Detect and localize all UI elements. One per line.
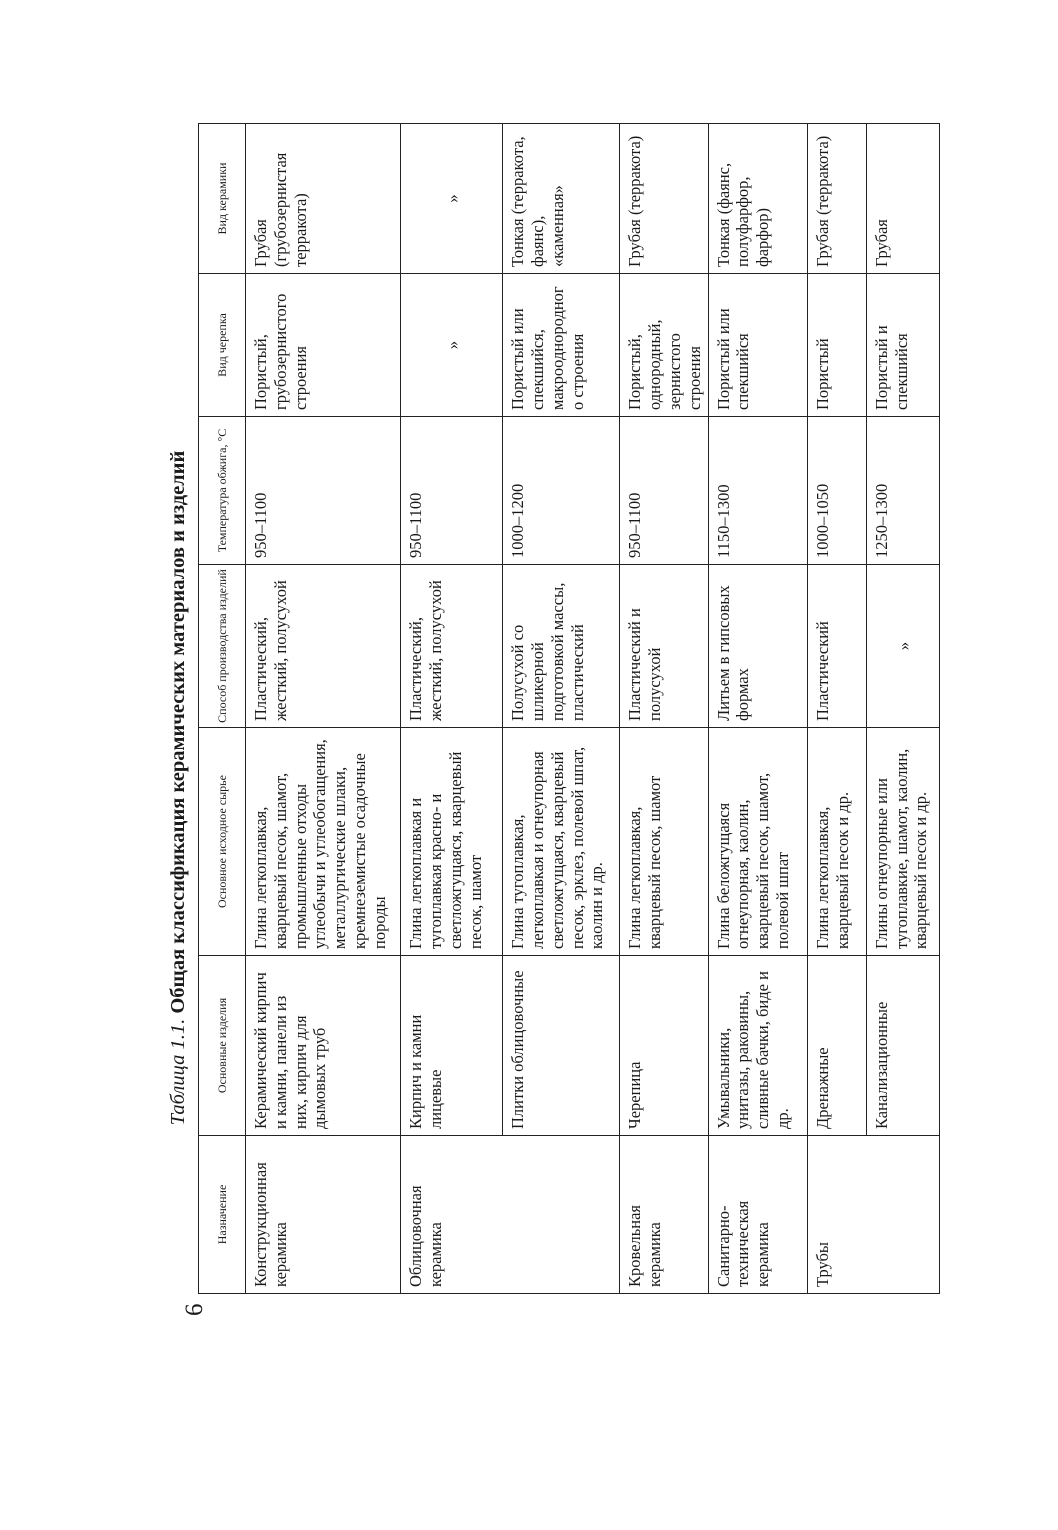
cell-type: Тонкая (фаянс, полуфарфор, фарфор) xyxy=(708,124,807,274)
cell-shard: Пористый, грубозернистого строения xyxy=(246,274,401,417)
table-caption xyxy=(158,348,198,1228)
cell-type: Грубая (терракота) xyxy=(807,124,866,274)
cell-products: Канализационные xyxy=(866,956,939,1136)
header-temp: Температура обжига, °С xyxy=(199,417,246,565)
cell-shard: Пористый или спекшийся, макрооднородного строения xyxy=(503,274,620,417)
cell-shard: Пористый или спекшийся xyxy=(708,274,807,417)
page-number: 6 xyxy=(181,1303,208,1316)
cell-shard: Пористый xyxy=(807,274,866,417)
cell-type: Грубая xyxy=(866,124,939,274)
cell-method: Пластический и полусухой xyxy=(620,565,708,728)
cell-method: Пластический xyxy=(807,565,866,728)
cell-raw: Глина легкоплавкая, кварцевый песок, шамот xyxy=(620,728,708,956)
cell-raw: Глина легкоплавкая и тугоплавкая красно- и светложгущаяся, кварцевый песок, шамот xyxy=(401,728,503,956)
cell-temp: 1150–1300 xyxy=(708,417,807,565)
cell-purpose: Конструкционная керамика xyxy=(246,1136,401,1294)
table-row xyxy=(620,124,708,1294)
cell-method: Литьем в гипсовых формах xyxy=(708,565,807,728)
cell-products: Дренажные xyxy=(807,956,866,1136)
cell-type: Тонкая (терракота, фаянс), «каменная» xyxy=(503,124,620,274)
cell-type: Грубая (грубозернистая терракота) xyxy=(246,124,401,274)
table-container xyxy=(198,124,940,1294)
caption-label: Таблица 1.1. xyxy=(167,1018,189,1126)
cell-purpose: Трубы xyxy=(807,1136,939,1294)
header-method: Способ производства изделий xyxy=(199,565,246,728)
cell-temp: 950–1100 xyxy=(620,417,708,565)
cell-method: Полусухой со шликерной подготовкой массы, пластический xyxy=(503,565,620,728)
cell-products: Умывальники, унитазы, раковины, сливные бачки, биде и др. xyxy=(708,956,807,1136)
table-row xyxy=(807,124,866,1294)
cell-method: Пластический, жесткий, полусухой xyxy=(401,565,503,728)
header-type: Вид керамики xyxy=(199,124,246,274)
cell-temp: 1000–1200 xyxy=(503,417,620,565)
cell-purpose: Кровельная керамика xyxy=(620,1136,708,1294)
cell-products: Керамический кирпич и камни, панели из них, кирпич для дымовых труб xyxy=(246,956,401,1136)
cell-products: Плитки облицовочные xyxy=(503,956,620,1136)
header-purpose: Назначение xyxy=(199,1136,246,1294)
cell-shard: Пористый и спекшийся xyxy=(866,274,939,417)
cell-raw: Глина легкоплавкая, кварцевый песок, шамот, промышленные отходы углеобычи и углеобогащения, металлургические шлаки, кремнеземистые осадочные породы xyxy=(246,728,401,956)
header-row xyxy=(199,124,246,1294)
cell-type: » xyxy=(401,124,503,274)
cell-method: » xyxy=(866,565,939,728)
cell-shard: » xyxy=(401,274,503,417)
table-row xyxy=(503,124,620,1294)
table-row xyxy=(866,124,939,1294)
header-raw: Основное исходное сырье xyxy=(199,728,246,956)
cell-raw: Глина тугоплавкая, легкоплавкая и огнеупорная светложгущаяся, кварцевый песок, эрклез, полевой шпат, каолин и др. xyxy=(503,728,620,956)
cell-temp: 950–1100 xyxy=(246,417,401,565)
cell-temp: 1000–1050 xyxy=(807,417,866,565)
header-products: Основные изделия xyxy=(199,956,246,1136)
cell-purpose: Облицовочная керамика xyxy=(401,1136,620,1294)
cell-raw: Глина беложгущаяся огнеупорная, каолин, кварцевый песок, шамот, полевой шпат xyxy=(708,728,807,956)
cell-method: Пластический, жесткий, полусухой xyxy=(246,565,401,728)
cell-shard: Пористый, однородный, зернистого строения xyxy=(620,274,708,417)
cell-raw: Глины огнеупорные или тугоплавкие, шамот, каолин, кварцевый песок и др. xyxy=(866,728,939,956)
classification-table xyxy=(198,123,940,1294)
header-shard: Вид черепка xyxy=(199,274,246,417)
cell-purpose: Санитарно-техническая керамика xyxy=(708,1136,807,1294)
cell-temp: 950–1100 xyxy=(401,417,503,565)
cell-products: Кирпич и камни лицевые xyxy=(401,956,503,1136)
cell-type: Грубая (терракота) xyxy=(620,124,708,274)
cell-products: Черепица xyxy=(620,956,708,1136)
caption-title: Общая классификация керамических материалов и изделий xyxy=(167,450,189,1014)
cell-raw: Глина легкоплавкая, кварцевый песок и др. xyxy=(807,728,866,956)
cell-temp: 1250–1300 xyxy=(866,417,939,565)
table-row xyxy=(246,124,401,1294)
table-row xyxy=(708,124,807,1294)
table-row xyxy=(401,124,503,1294)
